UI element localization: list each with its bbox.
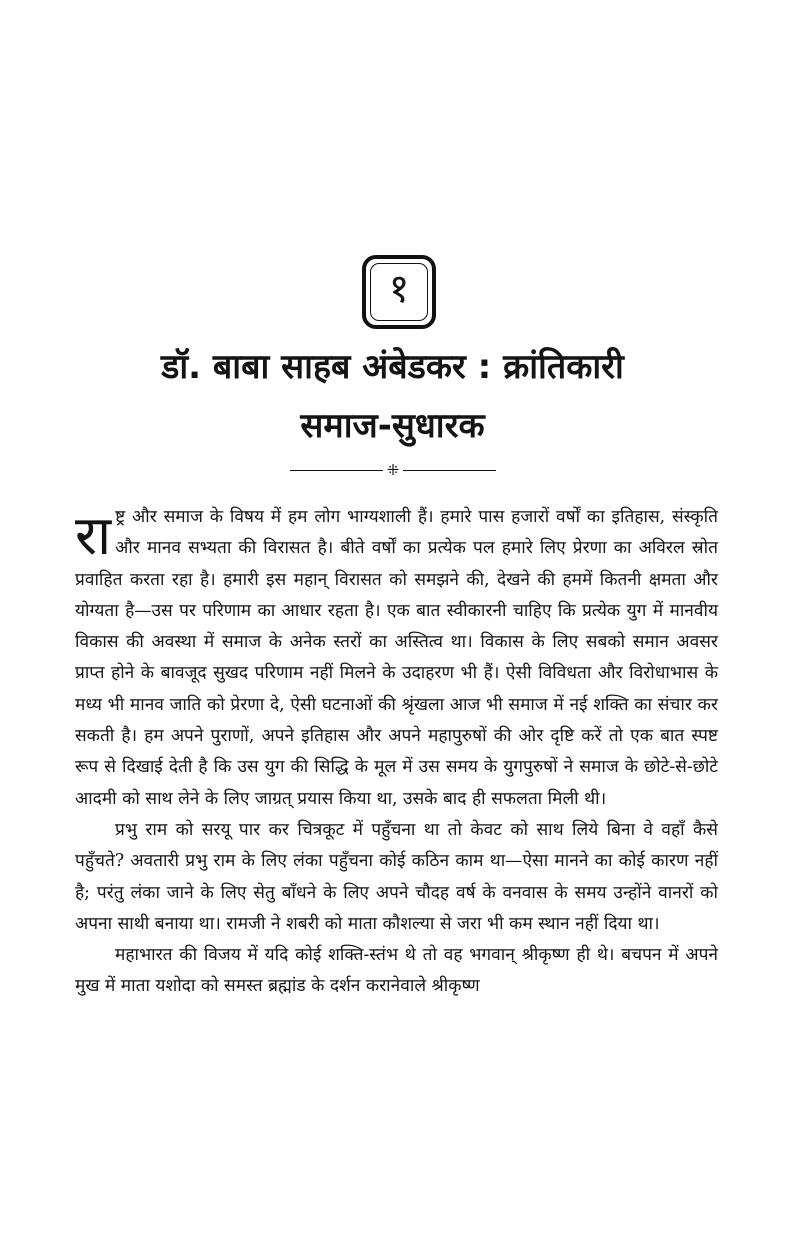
chapter-number-box <box>362 255 436 329</box>
chapter-body <box>75 502 718 1003</box>
paragraph-1-text: ष्ट्र और समाज के विषय में हम लोग भाग्यशाली हैं। हमारे पास हजारों वर्षों का इतिहास, संस्कृति और मानव सभ्यता की विरासत है। बीते वर्षों का प्रत्येक पल हमारे लिए प्रेरणा का अविरल स्रोत प्रवाहित करता रहा है। हमारी इस महान् विरासत को समझने की, देखने की हममें कितनी क्षमता और योग्यता है—उस पर परिणाम का आधार रहता है। एक बात स्वीकारनी चाहिए कि प्रत्येक युग में मानवीय विकास की अवस्था में समाज के अनेक स्तरों का अस्तित्व था। विकास के लिए सबको समान अवसर प्राप्त होने के बावजूद सुखद परिणाम नहीं मिलने के उदाहरण भी हैं। ऐसी विविधता और विरोधाभास के मध्य भी मानव जाति को प्रेरणा दे, ऐसी घटनाओं की श्रृंखला आज भी समाज में नई शक्ति का संचार कर सकती है। हम अपने पुराणों, अपने इतिहास और अपने महापुरुषों की ओर दृष्टि करें तो एक बात स्पष्ट रूप से दिखाई देती है कि उस युग की सिद्धि के मूल में उस समय के युगपुरुषों ने समाज के छोटे-से-छोटे आदमी को साथ लेने के लिए जाग्रत् प्रयास किया था, उसके बाद ही सफलता मिली थी। <box>75 507 718 809</box>
divider-line-left <box>290 470 383 471</box>
divider-line-right <box>403 470 496 471</box>
paragraph-1 <box>75 502 718 815</box>
title-ornament-divider <box>290 462 496 478</box>
chapter-title-line-1: डॉ. बाबा साहब अंबेडकर : क्रांतिकारी <box>161 347 624 387</box>
paragraph-2: प्रभु राम को सरयू पार कर चित्रकूट में पहुँचना था तो केवट को साथ लिये बिना वे वहाँ कैसे पहुँचते? अवतारी प्रभु राम के लिए लंका पहुँचना कोई कठिन काम था—ऐसा मानने का कोई कारण नहीं है; परंतु लंका जाने के लिए सेतु बाँधने के लिए अपने चौदह वर्ष के वनवास के समय उन्होंने वानरों को अपना साथी बनाया था। रामजी ने शबरी को माता कौशल्या से जरा भी कम स्थान नहीं दिया था। <box>75 819 718 934</box>
paragraph-3: महाभारत की विजय में यदि कोई शक्ति-स्तंभ थे तो वह भगवान् श्रीकृष्ण ही थे। बचपन में अपने मुख में माता यशोदा को समस्त ब्रह्मांड के दर्शन करानेवाले श्रीकृष्ण <box>75 945 718 997</box>
chapter-title-line-2: समाज-सुधारक <box>300 406 485 446</box>
chapter-number: १ <box>388 266 410 312</box>
drop-cap: रा <box>75 504 112 567</box>
ornament-star-icon: ⁜ <box>386 461 400 479</box>
